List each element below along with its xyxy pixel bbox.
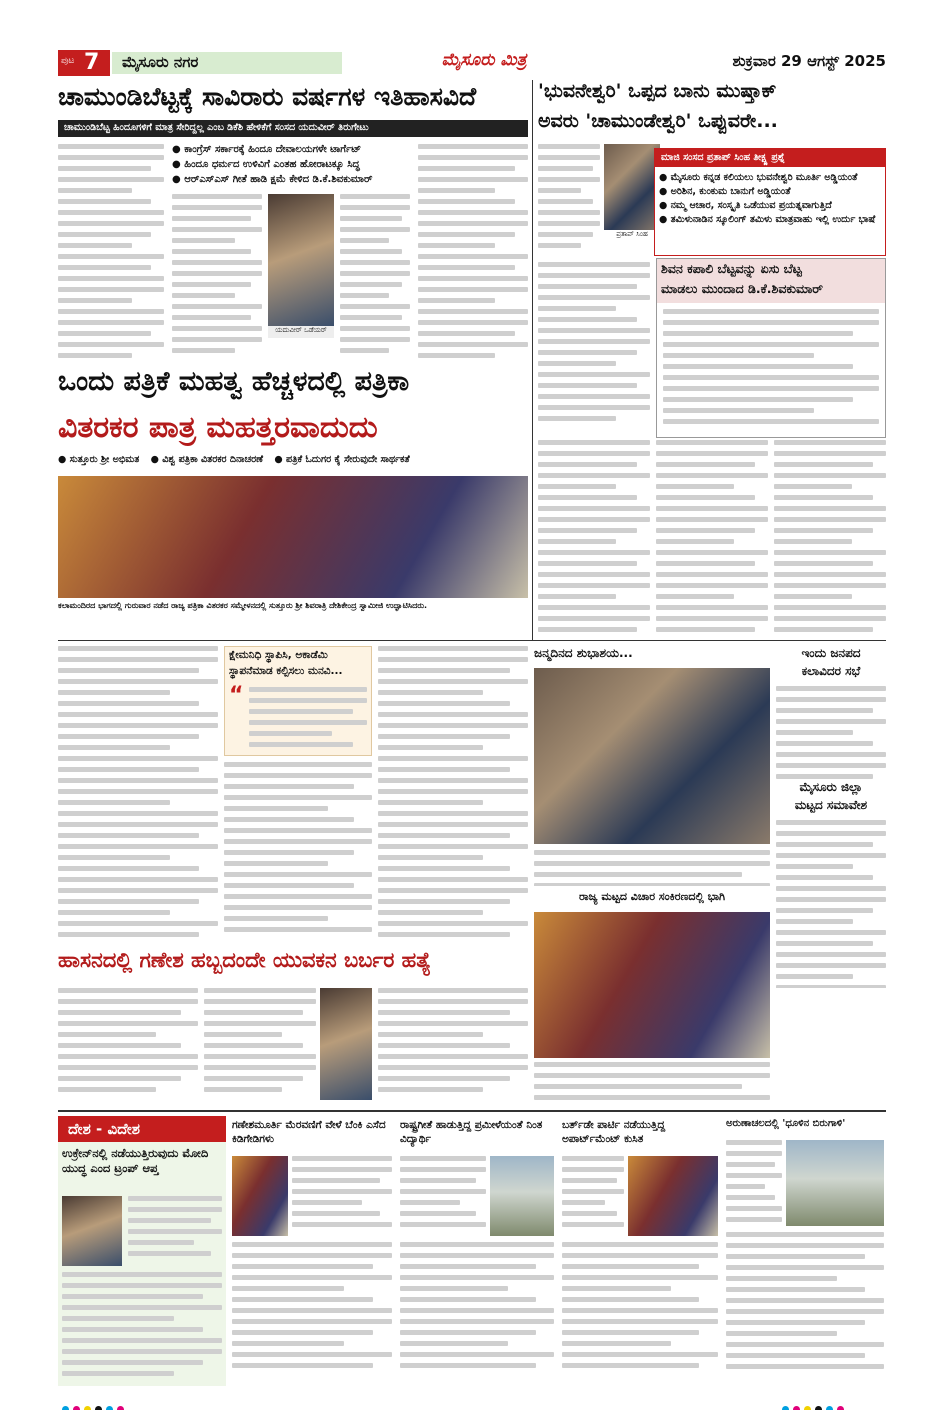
distributor-photo-caption: ಕಲಾಮಂದಿರದ ಭಾಗದಲ್ಲಿ ಗುರುವಾರ ನಡೆದ ರಾಜ್ಯ ಪತ್ರಿಕಾ ವಿತರಕರ ಸಮ್ಮೇಳನದಲ್ಲಿ ಸುತ್ತೂರು ಶ್ರೀ ಶಿವರಾತ್ರಿ ದೇಶಿಕೇಂದ್ರ ಸ್ವಾಮೀಜಿ ಉದ್ಘಾಟಿಸಿದರು. <box>58 601 428 610</box>
folk-title-line2: ಕಲಾವಿದರ ಸಭೆ <box>801 664 861 678</box>
seminar-photo <box>534 912 770 1058</box>
distributor-headline-line2: ವಿತರಕರ ಪಾತ್ರ ಮಹತ್ತರವಾದುದು <box>58 410 378 445</box>
quote-text <box>249 687 367 753</box>
issue-date: ಶುಕ್ರವಾರ 29 ಆಗಸ್ಟ್ 2025 <box>732 52 886 70</box>
lead-body-col2 <box>172 194 262 362</box>
right-story <box>538 80 886 258</box>
page-number-badge <box>58 50 110 76</box>
seminar-caption <box>534 1062 770 1102</box>
world-story-4-body-b <box>562 1242 718 1382</box>
world-story-5-body <box>726 1140 782 1226</box>
district-convention <box>776 780 886 990</box>
birthday-photo <box>534 668 770 844</box>
lead-headline: ಚಾಮುಂಡಿಬೆಟ್ಟಕ್ಕೆ ಸಾವಿರಾರು ವರ್ಷಗಳ ಇತಿಹಾಸವಿದೆ <box>58 82 477 111</box>
world-divider <box>58 1110 886 1112</box>
pratap-box <box>654 148 886 256</box>
pratap-bullet: ● ಅರಿಶಿನ, ಕುಂಕುಮ ಬಾನುಗೆ ಅಡ್ಡಿಯಂತೆ <box>659 186 791 197</box>
lower-body-col1 <box>58 646 218 944</box>
lead-bullet: ● ಹಿಂದೂ ಧರ್ಮದ ಉಳಿವಿಗೆ ಎಂತಹ ಹೋರಾಟಕ್ಕೂ ಸಿದ್ಧ <box>172 159 360 170</box>
birthday-caption <box>534 850 770 886</box>
world-section-header <box>58 1116 226 1142</box>
lead-bullets <box>172 142 412 190</box>
lead-story <box>58 82 528 365</box>
student-photo <box>490 1156 554 1236</box>
lead-body-col4 <box>418 144 528 362</box>
folk-artists-meeting <box>776 646 886 780</box>
birthday-box <box>534 646 770 888</box>
district-body <box>776 820 886 988</box>
pratap-caption: ಪ್ರತಾಪ್ ಸಿಂಹ <box>616 230 648 238</box>
trump-aide-photo <box>62 1196 122 1266</box>
distributor-bullet: ● ಪತ್ರಿಕೆ ಓದುಗರ ಕೈ ಸೇರುವುದೇ ಸಾರ್ಥಕತೆ <box>274 454 410 465</box>
world-story-3-body-b <box>400 1242 554 1382</box>
world-section-title: ದೇಶ - ವಿದೇಶ <box>68 1120 141 1138</box>
folk-body <box>776 686 886 780</box>
quote-mark-icon: “ <box>229 683 244 703</box>
pratap-bullet: ● ತಮಿಳುನಾಡಿನ ಸ್ಕೂಲಿಂಗ್ ತಮಿಳು ಮಾತ್ರವಾಹು ಇಲ್ಲಿ ಉರ್ದು ಭಾಷೆ <box>659 214 876 225</box>
shiva-body <box>663 309 879 435</box>
yaduveer-photo <box>268 194 334 326</box>
world-story-4 <box>560 1116 720 1386</box>
world-story-4-headline: ಬರ್ತ್‌ಡೇ ಪಾರ್ಟಿ ನಡೆಯುತ್ತಿದ್ದ ಅಪಾರ್ಟ್‌ಮೆಂಟ್ ಕುಸಿತ <box>562 1119 666 1145</box>
yaduveer-caption: ಯದುವೀರ್ ಒಡೆಯರ್ <box>268 326 334 338</box>
world-story-2-body <box>292 1156 392 1236</box>
world-story-3 <box>398 1116 556 1386</box>
district-title-line2: ಮಟ್ಟದ ಸಮಾವೇಶ <box>794 798 868 812</box>
distributor-story <box>58 366 528 472</box>
shiva-story <box>656 258 886 438</box>
hassan-victim-photo <box>320 988 372 1100</box>
quote-box <box>224 646 372 756</box>
page-word: ಪುಟ <box>61 56 75 66</box>
hassan-story <box>58 948 528 1108</box>
right-body-col-a <box>538 262 650 430</box>
lead-bullet: ● ಕಾಂಗ್ರೆಸ್ ಸರ್ಕಾರಕ್ಕೆ ಹಿಂದೂ ದೇವಾಲಯಗಳೇ ಟಾರ್ಗೆಟ್ <box>172 144 362 155</box>
paper-logo: ಮೈಸೂರು ಮಿತ್ರ <box>441 50 527 70</box>
world-story-5-body-b <box>726 1232 884 1382</box>
world-story-3-body <box>400 1156 486 1236</box>
lead-bullet: ● ಆರ್‌ಎಸ್‌ಎಸ್ ಗೀತೆ ಹಾಡಿ ಕ್ಷಮೆ ಕೇಳಿದ ಡಿ.ಕೆ.ಶಿವಕುಮಾರ್ <box>172 174 373 185</box>
registration-marks-right <box>780 1398 890 1410</box>
lower-body-col3 <box>378 646 528 944</box>
world-story-2-headline: ಗಣೇಶಮೂರ್ತಿ ಮೆರವಣಿಗೆ ವೇಳೆ ಬೆಂಕಿ ಎಸೆದ ಕಿಡಿಗೇಡಿಗಳು <box>232 1119 386 1145</box>
birthday-title: ಜನ್ಮದಿನದ ಶುಭಾಶಯ... <box>534 646 633 660</box>
distributor-bullet: ● ವಿಶ್ವ ಪತ್ರಿಕಾ ವಿತರಕರ ದಿನಾಚರಣೆ <box>150 454 264 465</box>
distributor-bullet: ● ಸುತ್ತೂರು ಶ್ರೀ ಅಭಿಮತ <box>58 454 140 465</box>
registration-marks-left <box>60 1398 180 1410</box>
lead-body-col1 <box>58 144 164 362</box>
world-story-5 <box>724 1116 886 1386</box>
lead-body-col3 <box>340 194 410 362</box>
world-story-2 <box>230 1116 394 1386</box>
pratap-box-bullets <box>659 171 883 255</box>
world-story-2-body-b <box>232 1242 392 1382</box>
hassan-body-col3 <box>378 988 528 1104</box>
world-story-1-headline: ಉಕ್ರೇನ್‌ನಲ್ಲಿ ನಡೆಯುತ್ತಿರುವುದು ಮೋದಿ ಯುದ್ಧ ಎಂದ ಟ್ರಂಪ್ ಆಪ್ತ <box>62 1146 209 1175</box>
ganesha-procession-photo <box>232 1156 288 1236</box>
seminar-title: ರಾಜ್ಯ ಮಟ್ಟದ ವಿಚಾರ ಸಂಕಿರಣದಲ್ಲಿ ಭಾಗಿ <box>578 890 726 903</box>
lead-subhead: ಚಾಮುಂಡಿಬೆಟ್ಟ ಹಿಂದೂಗಳಿಗೆ ಮಾತ್ರ ಸೇರಿದ್ದಲ್ಲ ಎಂಬ ಡಿಕೆಶಿ ಹೇಳಿಕೆಗೆ ಸಂಸದ ಯದುವೀರ್ ತಿರುಗೇಟು <box>64 122 369 133</box>
pratap-bullet: ● ಮೈಸೂರು ಕನ್ನಡ ಕಲಿಯಲು ಭುವನೇಶ್ವರಿ ಮೂರ್ತಿ ಅಡ್ಡಿಯಂತೆ <box>659 172 858 183</box>
distributor-bullets <box>58 454 528 470</box>
pratap-box-title: ಮಾಜಿ ಸಂಸದ ಪ್ರತಾಪ್ ಸಿಂಹ ತೀಕ್ಷ್ಣ ಪ್ರಶ್ನೆ <box>661 152 785 163</box>
horizontal-divider <box>58 640 886 641</box>
shiva-headline-line2: ಮಾಡಲು ಮುಂದಾದ ಡಿ.ಕೆ.ಶಿವಕುಮಾರ್ <box>661 281 823 296</box>
masthead <box>58 50 886 76</box>
right-mid-body <box>538 440 650 640</box>
lead-subhead-bar <box>58 120 528 137</box>
seminar-box <box>534 890 770 1104</box>
lower-body-col2 <box>224 762 372 944</box>
section-bar <box>112 52 342 74</box>
pratap-photo <box>604 144 660 230</box>
world-story-5-headline: ಅರುಣಾಚಲದಲ್ಲಿ 'ಧೂಳಿನ ಬಿರುಗಾಳಿ' <box>726 1118 846 1129</box>
world-story-1-body-b <box>62 1272 222 1382</box>
page-number: 7 <box>84 50 100 75</box>
right-mid-body-2 <box>656 440 768 640</box>
shiva-headline-bar <box>657 259 885 303</box>
section-title: ಮೈಸೂರು ನಗರ <box>122 53 199 71</box>
folk-title-line1: ಇಂದು ಜನಪದ <box>801 646 861 660</box>
quote-title-line1: ಕ್ಷೇಮನಿಧಿ ಸ್ಥಾಪಿಸಿ, ಅಕಾಡೆಮಿ <box>229 649 328 661</box>
right-headline-line2: ಅವರು 'ಚಾಮುಂಡೇಶ್ವರಿ' ಒಪ್ಪುವರೇ... <box>538 110 778 132</box>
right-mid-body-3 <box>774 440 886 640</box>
pratap-bullet: ● ನಮ್ಮ ಆಚಾರ, ಸಂಸ್ಕೃತಿ ಒಡೆಯುವ ಪ್ರಯತ್ನವಾಗುತ್ತಿದೆ <box>659 200 832 211</box>
world-story-3-headline: ರಾಷ್ಟ್ರಗೀತೆ ಹಾಡುತ್ತಿದ್ದ ಪ್ರಮೀಳೆಯಂತೆ ನಿಂತ ವಿದ್ಯಾರ್ಥಿ <box>400 1119 543 1145</box>
hassan-body-col1 <box>58 988 198 1104</box>
column-divider <box>532 80 533 640</box>
right-headline-line1: 'ಭುವನೇಶ್ವರಿ' ಒಪ್ಪದ ಬಾನು ಮುಷ್ತಾಕ್ <box>538 80 777 102</box>
world-story-1-body <box>128 1196 222 1266</box>
pratap-box-title-bar <box>655 149 885 167</box>
quote-title-line2: ಸ್ಥಾಪನೆಮಾಡ ಕಲ್ಪಿಸಲು ಮನವಿ... <box>229 665 343 677</box>
world-story-1 <box>58 1116 226 1386</box>
hassan-headline: ಹಾಸನದಲ್ಲಿ ಗಣೇಶ ಹಬ್ಬದಂದೇ ಯುವಕನ ಬರ್ಬರ ಹತ್ಯೆ <box>58 948 432 972</box>
hassan-body-col2 <box>204 988 316 1104</box>
distributor-headline-line1: ಒಂದು ಪತ್ರಿಕೆ ಮಹತ್ವ ಹೆಚ್ಚಳದಲ್ಲಿ ಪತ್ರಿಕಾ <box>58 366 410 397</box>
dust-storm-photo <box>786 1140 884 1226</box>
distributor-photo <box>58 476 528 598</box>
collapse-photo <box>628 1156 718 1236</box>
right-body-col1 <box>538 144 600 258</box>
world-story-4-body <box>562 1156 624 1236</box>
shiva-headline-line1: ಶಿವನ ಕಪಾಲಿ ಬೆಟ್ಟವನ್ನು ಏಸು ಬೆಟ್ಟ <box>661 261 802 276</box>
district-title-line1: ಮೈಸೂರು ಜಿಲ್ಲಾ <box>799 780 863 794</box>
